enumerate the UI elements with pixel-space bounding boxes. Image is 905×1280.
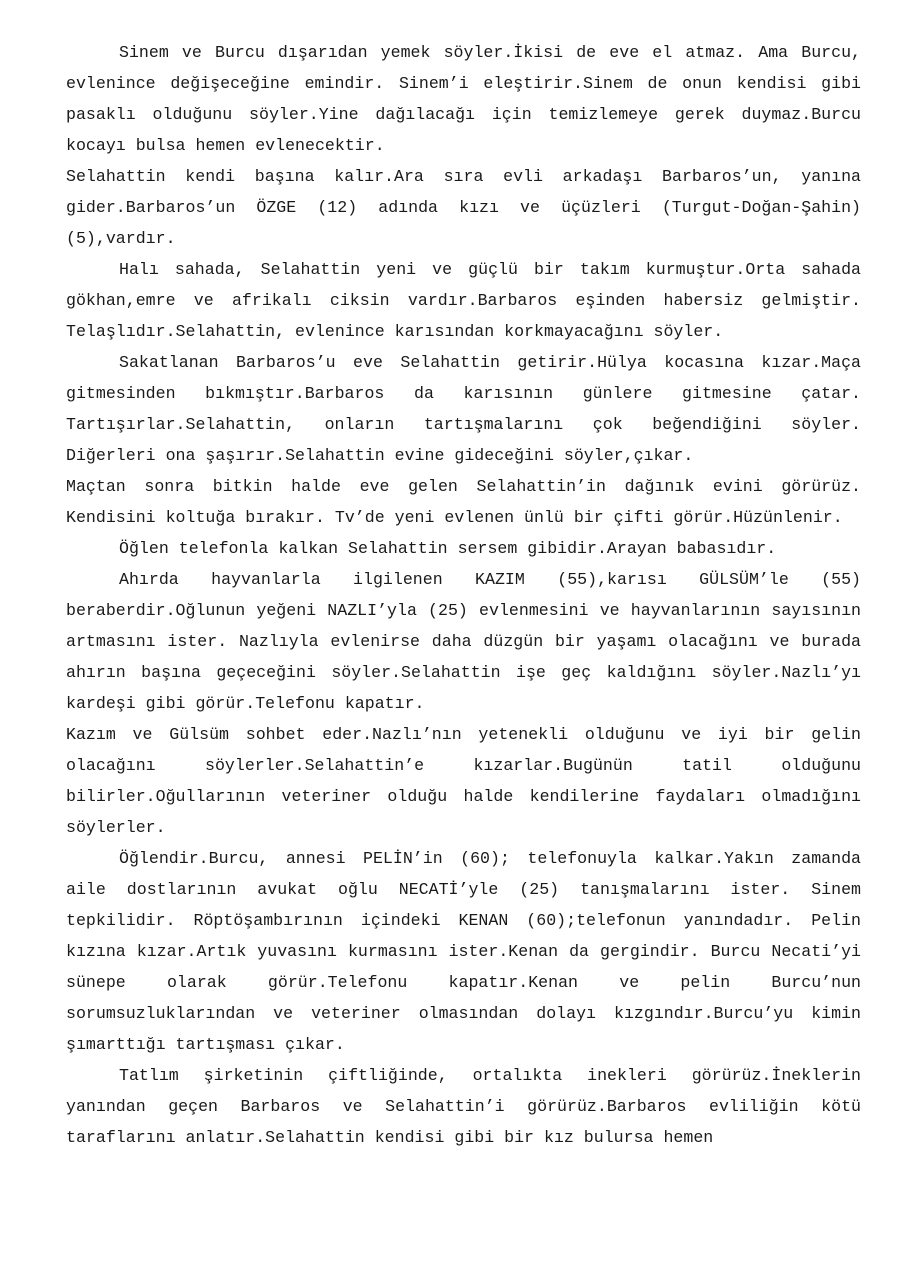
paragraph: Ahırda hayvanlarla ilgilenen KAZIM (55),karısı GÜLSÜM’le (55) beraberdir.Oğlunun yeğeni NAZLI’yla (25) evlenmesini ve hayvanlarının sayısının artmasını ister. Nazlıyla evlenirse daha düzgün bir yaşamı olacağını ve burada ahırın başına geçeceğini söyler.Selahattin işe geç kaldığını söyler.Nazlı’yı kardeşi gibi görür.Telefonu kapatır. xyxy=(66,570,861,713)
paragraph: Sinem ve Burcu dışarıdan yemek söyler.İkisi de eve el atmaz. Ama Burcu, evlenince değişeceğine emindir. Sinem’i eleştirir.Sinem de onun kendisi gibi pasaklı olduğunu söyler.Yine dağılacağı için temizlemeye gerek duymaz.Burcu kocayı bulsa hemen evlenecektir. xyxy=(66,43,861,155)
paragraph: Öğlendir.Burcu, annesi PELİN’in (60); telefonuyla kalkar.Yakın zamanda aile dostlarının avukat oğlu NECATİ’yle (25) tanışmalarını ister. Sinem tepkilidir. Röptöşambırının içindeki KENAN (60);telefonun yanındadır. Pelin kızına kızar.Artık yuvasını kurmasını ister.Kenan da gergindir. Burcu Necati’yi sünepe olarak görür.Telefonu kapatır.Kenan ve pelin Burcu’nun sorumsuzluklarından ve veteriner olmasından dolayı kızgındır.Burcu’yu kimin şımarttığı tartışması çıkar. xyxy=(66,849,861,1054)
document-body xyxy=(66,37,861,1153)
paragraph: Selahattin kendi başına kalır.Ara sıra evli arkadaşı Barbaros’un, yanına gider.Barbaros’un ÖZGE (12) adında kızı ve üçüzleri (Turgut-Doğan-Şahin)(5),vardır. xyxy=(66,167,861,248)
paragraph: Sakatlanan Barbaros’u eve Selahattin getirir.Hülya kocasına kızar.Maça gitmesinden bıkmıştır.Barbaros da karısının günlere gitmesine çatar. Tartışırlar.Selahattin, onların tartışmalarını çok beğendiğini söyler. Diğerleri ona şaşırır.Selahattin evine gideceğini söyler,çıkar. xyxy=(66,353,861,465)
paragraph: Öğlen telefonla kalkan Selahattin sersem gibidir.Arayan babasıdır. xyxy=(119,539,777,558)
paragraph: Halı sahada, Selahattin yeni ve güçlü bir takım kurmuştur.Orta sahada gökhan,emre ve afrikalı ciksin vardır.Barbaros eşinden habersiz gelmiştir. Telaşlıdır.Selahattin, evlenince karısından korkmayacağını söyler. xyxy=(66,260,861,341)
paragraph: Kazım ve Gülsüm sohbet eder.Nazlı’nın yetenekli olduğunu ve iyi bir gelin olacağını söylerler.Selahattin’e kızarlar.Bugünün tatil olduğunu bilirler.Oğullarının veteriner olduğu halde kendilerine faydaları olmadığını söylerler. xyxy=(66,725,861,837)
paragraph: Maçtan sonra bitkin halde eve gelen Selahattin’in dağınık evini görürüz. Kendisini koltuğa bırakır. Tv’de yeni evlenen ünlü bir çifti görür.Hüzünlenir. xyxy=(66,477,861,527)
paragraph: Tatlım şirketinin çiftliğinde, ortalıkta inekleri görürüz.İneklerin yanından geçen Barbaros ve Selahattin’i görürüz.Barbaros evliliğin kötü taraflarını anlatır.Selahattin kendisi gibi bir kız bulursa hemen xyxy=(66,1066,861,1147)
